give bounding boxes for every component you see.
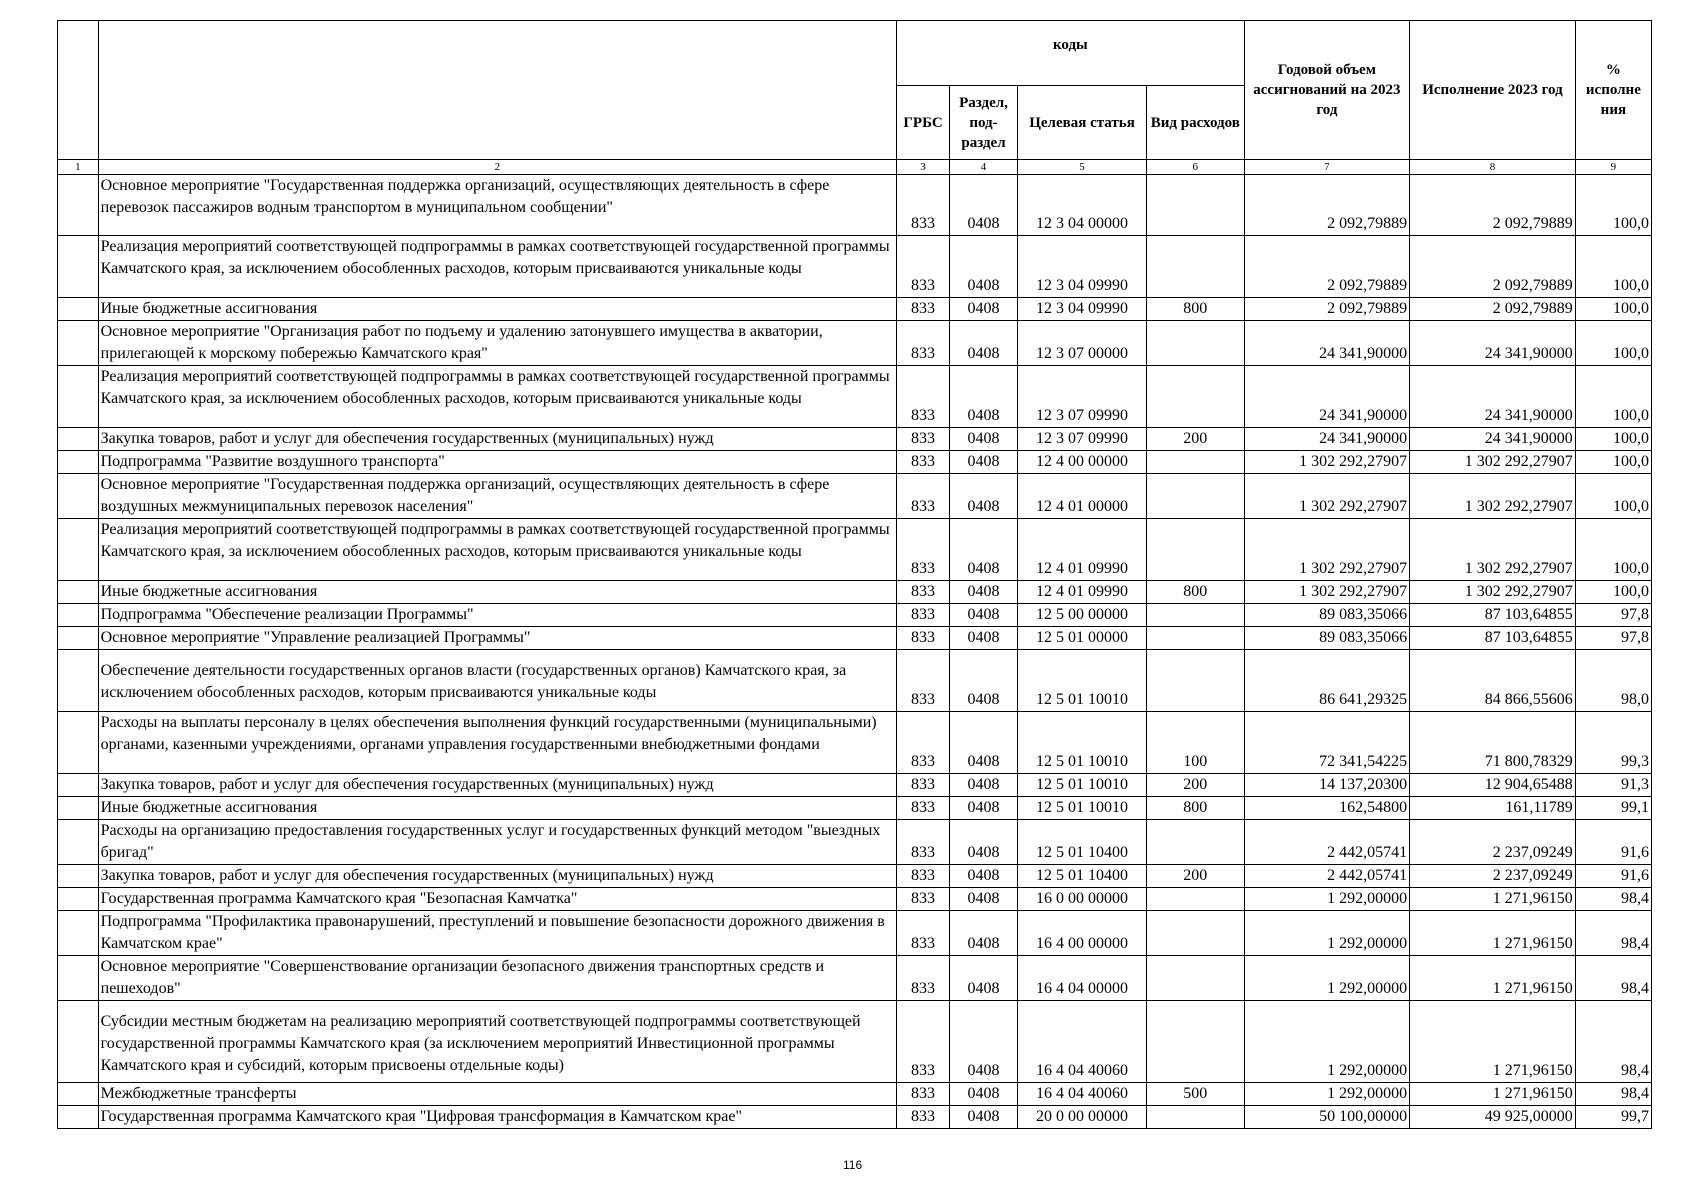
row-annual-volume: 1 302 292,27907 [1244, 581, 1410, 604]
row-execution: 1 302 292,27907 [1410, 519, 1576, 581]
row-execution: 2 092,79889 [1410, 236, 1576, 298]
row-percent: 98,4 [1575, 911, 1651, 956]
header-blank-1 [58, 21, 99, 160]
row-grbs: 833 [897, 366, 950, 428]
row-target-article: 12 5 01 10010 [1018, 774, 1147, 797]
row-blank-cell [58, 712, 99, 774]
row-execution: 1 302 292,27907 [1410, 451, 1576, 474]
row-annual-volume: 2 442,05741 [1244, 820, 1410, 865]
row-percent: 98,4 [1575, 888, 1651, 911]
row-execution: 24 341,90000 [1410, 366, 1576, 428]
row-expense-type [1147, 911, 1245, 956]
row-execution: 2 237,09249 [1410, 865, 1576, 888]
table-row [58, 1001, 1652, 1083]
col-number: 8 [1410, 160, 1576, 175]
row-expense-type: 800 [1147, 298, 1245, 321]
row-section: 0408 [949, 627, 1017, 650]
row-expense-type [1147, 366, 1245, 428]
row-blank-cell [58, 519, 99, 581]
row-percent: 99,7 [1575, 1106, 1651, 1129]
row-name: Основное мероприятие "Государственная поддержка организаций, осуществляющих деятельность в сфере воздушных межмуниципальных перевозок населения" [98, 474, 897, 519]
budget-table [57, 20, 1652, 1129]
row-section: 0408 [949, 175, 1017, 236]
row-name: Иные бюджетные ассигнования [98, 797, 897, 820]
row-grbs: 833 [897, 451, 950, 474]
table-row [58, 1083, 1652, 1106]
row-grbs: 833 [897, 321, 950, 366]
row-target-article: 12 4 01 09990 [1018, 519, 1147, 581]
row-name: Государственная программа Камчатского края "Безопасная Камчатка" [98, 888, 897, 911]
row-percent: 100,0 [1575, 366, 1651, 428]
row-section: 0408 [949, 956, 1017, 1001]
row-grbs: 833 [897, 1083, 950, 1106]
col-number: 9 [1575, 160, 1651, 175]
row-expense-type: 100 [1147, 712, 1245, 774]
row-grbs: 833 [897, 236, 950, 298]
row-expense-type [1147, 175, 1245, 236]
row-name: Основное мероприятие "Государственная поддержка организаций, осуществляющих деятельность в сфере перевозок пассажиров водным транспортом в муниципальном сообщении" [98, 175, 897, 236]
row-blank-cell [58, 298, 99, 321]
row-expense-type [1147, 1106, 1245, 1129]
row-section: 0408 [949, 474, 1017, 519]
row-target-article: 16 4 04 00000 [1018, 956, 1147, 1001]
row-blank-cell [58, 820, 99, 865]
row-expense-type [1147, 956, 1245, 1001]
row-grbs: 833 [897, 519, 950, 581]
row-grbs: 833 [897, 911, 950, 956]
header-blank-2 [98, 21, 897, 160]
row-execution: 24 341,90000 [1410, 321, 1576, 366]
row-target-article: 20 0 00 00000 [1018, 1106, 1147, 1129]
row-name: Расходы на выплаты персоналу в целях обеспечения выполнения функций государственными (муниципальными) органами, казенными учреждениями, органами управления государственными внебюджетными фондами [98, 712, 897, 774]
row-expense-type [1147, 236, 1245, 298]
table-row [58, 650, 1652, 712]
row-target-article: 12 3 07 09990 [1018, 366, 1147, 428]
row-expense-type [1147, 474, 1245, 519]
row-annual-volume: 1 292,00000 [1244, 956, 1410, 1001]
row-annual-volume: 2 092,79889 [1244, 175, 1410, 236]
row-name: Реализация мероприятий соответствующей подпрограммы в рамках соответствующей государственной программы Камчатского края, за исключением обособленных расходов, которым присваиваются уникальные коды [98, 519, 897, 581]
row-section: 0408 [949, 1106, 1017, 1129]
row-blank-cell [58, 774, 99, 797]
row-name: Основное мероприятие "Управление реализацией Программы" [98, 627, 897, 650]
row-target-article: 12 3 07 09990 [1018, 428, 1147, 451]
row-grbs: 833 [897, 175, 950, 236]
row-target-article: 12 5 01 10400 [1018, 820, 1147, 865]
row-blank-cell [58, 604, 99, 627]
row-percent: 100,0 [1575, 236, 1651, 298]
table-row [58, 865, 1652, 888]
row-blank-cell [58, 865, 99, 888]
row-name: Межбюджетные трансферты [98, 1083, 897, 1106]
row-blank-cell [58, 451, 99, 474]
row-name: Расходы на организацию предоставления государственных услуг и государственных функций методом "выездных бригад" [98, 820, 897, 865]
row-section: 0408 [949, 366, 1017, 428]
row-execution: 2 092,79889 [1410, 298, 1576, 321]
row-grbs: 833 [897, 820, 950, 865]
row-annual-volume: 1 302 292,27907 [1244, 474, 1410, 519]
row-name: Иные бюджетные ассигнования [98, 581, 897, 604]
row-expense-type [1147, 604, 1245, 627]
row-percent: 100,0 [1575, 175, 1651, 236]
row-target-article: 12 3 04 09990 [1018, 236, 1147, 298]
row-expense-type [1147, 519, 1245, 581]
col-number: 2 [98, 160, 897, 175]
row-annual-volume: 1 302 292,27907 [1244, 519, 1410, 581]
row-expense-type: 500 [1147, 1083, 1245, 1106]
row-name: Подпрограмма "Развитие воздушного транспорта" [98, 451, 897, 474]
row-section: 0408 [949, 321, 1017, 366]
row-grbs: 833 [897, 474, 950, 519]
row-expense-type [1147, 627, 1245, 650]
row-expense-type: 200 [1147, 774, 1245, 797]
row-annual-volume: 2 092,79889 [1244, 236, 1410, 298]
table-row [58, 581, 1652, 604]
header-annual-volume: Годовой объем ассигнований на 2023 год [1244, 21, 1410, 160]
row-execution: 1 271,96150 [1410, 1001, 1576, 1083]
row-blank-cell [58, 581, 99, 604]
row-section: 0408 [949, 865, 1017, 888]
row-grbs: 833 [897, 865, 950, 888]
row-target-article: 12 4 00 00000 [1018, 451, 1147, 474]
row-percent: 100,0 [1575, 321, 1651, 366]
row-expense-type [1147, 451, 1245, 474]
row-annual-volume: 1 292,00000 [1244, 1083, 1410, 1106]
table-row [58, 474, 1652, 519]
row-expense-type [1147, 1001, 1245, 1083]
row-blank-cell [58, 627, 99, 650]
row-blank-cell [58, 650, 99, 712]
header-grbs: ГРБС [897, 86, 950, 160]
row-section: 0408 [949, 911, 1017, 956]
row-blank-cell [58, 175, 99, 236]
row-grbs: 833 [897, 797, 950, 820]
row-section: 0408 [949, 1083, 1017, 1106]
row-section: 0408 [949, 519, 1017, 581]
row-expense-type: 200 [1147, 428, 1245, 451]
row-execution: 2 237,09249 [1410, 820, 1576, 865]
row-section: 0408 [949, 797, 1017, 820]
row-blank-cell [58, 321, 99, 366]
row-expense-type: 200 [1147, 865, 1245, 888]
row-target-article: 16 4 00 00000 [1018, 911, 1147, 956]
col-number: 4 [949, 160, 1017, 175]
row-blank-cell [58, 366, 99, 428]
row-grbs: 833 [897, 650, 950, 712]
table-row [58, 797, 1652, 820]
row-target-article: 16 4 04 40060 [1018, 1083, 1147, 1106]
table-row [58, 236, 1652, 298]
row-annual-volume: 24 341,90000 [1244, 428, 1410, 451]
row-section: 0408 [949, 451, 1017, 474]
table-row [58, 911, 1652, 956]
row-annual-volume: 86 641,29325 [1244, 650, 1410, 712]
row-grbs: 833 [897, 712, 950, 774]
row-target-article: 12 4 01 09990 [1018, 581, 1147, 604]
row-section: 0408 [949, 774, 1017, 797]
table-row [58, 451, 1652, 474]
row-percent: 91,6 [1575, 865, 1651, 888]
row-target-article: 12 3 07 00000 [1018, 321, 1147, 366]
row-target-article: 12 3 04 00000 [1018, 175, 1147, 236]
row-percent: 99,3 [1575, 712, 1651, 774]
row-annual-volume: 1 292,00000 [1244, 911, 1410, 956]
row-blank-cell [58, 1106, 99, 1129]
row-annual-volume: 24 341,90000 [1244, 321, 1410, 366]
row-blank-cell [58, 1001, 99, 1083]
row-name: Обеспечение деятельности государственных органов власти (государственных органов) Камчатского края, за исключением обособленных расходов, которым присваиваются уникальные коды [98, 650, 897, 712]
row-section: 0408 [949, 712, 1017, 774]
header-codes: коды [897, 21, 1244, 86]
row-annual-volume: 89 083,35066 [1244, 604, 1410, 627]
row-blank-cell [58, 236, 99, 298]
row-execution: 1 271,96150 [1410, 1083, 1576, 1106]
row-expense-type [1147, 820, 1245, 865]
row-annual-volume: 50 100,00000 [1244, 1106, 1410, 1129]
row-name: Закупка товаров, работ и услуг для обеспечения государственных (муниципальных) нужд [98, 774, 897, 797]
row-execution: 12 904,65488 [1410, 774, 1576, 797]
table-row [58, 298, 1652, 321]
row-execution: 84 866,55606 [1410, 650, 1576, 712]
row-expense-type [1147, 888, 1245, 911]
col-number: 6 [1147, 160, 1245, 175]
row-grbs: 833 [897, 627, 950, 650]
header-target-article: Целевая статья [1018, 86, 1147, 160]
row-execution: 71 800,78329 [1410, 712, 1576, 774]
row-target-article: 12 3 04 09990 [1018, 298, 1147, 321]
row-execution: 2 092,79889 [1410, 175, 1576, 236]
row-target-article: 16 4 04 40060 [1018, 1001, 1147, 1083]
col-number: 3 [897, 160, 950, 175]
page-number: 116 [843, 1158, 863, 1172]
table-row [58, 956, 1652, 1001]
row-blank-cell [58, 428, 99, 451]
row-target-article: 12 5 00 00000 [1018, 604, 1147, 627]
row-name: Основное мероприятие "Совершенствование организации безопасного движения транспортных средств и пешеходов" [98, 956, 897, 1001]
row-grbs: 833 [897, 298, 950, 321]
row-execution: 49 925,00000 [1410, 1106, 1576, 1129]
table-row [58, 820, 1652, 865]
table-row [58, 519, 1652, 581]
table-body [58, 175, 1652, 1129]
row-annual-volume: 14 137,20300 [1244, 774, 1410, 797]
row-annual-volume: 89 083,35066 [1244, 627, 1410, 650]
row-percent: 97,8 [1575, 627, 1651, 650]
row-name: Закупка товаров, работ и услуг для обеспечения государственных (муниципальных) нужд [98, 428, 897, 451]
row-percent: 100,0 [1575, 519, 1651, 581]
row-section: 0408 [949, 298, 1017, 321]
row-section: 0408 [949, 1001, 1017, 1083]
header-section: Раздел, под-раздел [949, 86, 1017, 160]
row-grbs: 833 [897, 956, 950, 1001]
row-execution: 1 302 292,27907 [1410, 474, 1576, 519]
table-row [58, 1106, 1652, 1129]
row-name: Государственная программа Камчатского края "Цифровая трансформация в Камчатском крае" [98, 1106, 897, 1129]
row-section: 0408 [949, 650, 1017, 712]
row-percent: 91,6 [1575, 820, 1651, 865]
row-blank-cell [58, 956, 99, 1001]
row-name: Основное мероприятие "Организация работ по подъему и удалению затонувшего имущества в акватории, прилегающей к морскому побережью Камчатского края" [98, 321, 897, 366]
row-name: Реализация мероприятий соответствующей подпрограммы в рамках соответствующей государственной программы Камчатского края, за исключением обособленных расходов, которым присваиваются уникальные коды [98, 236, 897, 298]
row-execution: 24 341,90000 [1410, 428, 1576, 451]
row-target-article: 12 5 01 10010 [1018, 712, 1147, 774]
table-row [58, 627, 1652, 650]
row-target-article: 12 4 01 00000 [1018, 474, 1147, 519]
row-annual-volume: 2 092,79889 [1244, 298, 1410, 321]
row-section: 0408 [949, 888, 1017, 911]
row-percent: 98,0 [1575, 650, 1651, 712]
row-percent: 100,0 [1575, 474, 1651, 519]
row-percent: 100,0 [1575, 298, 1651, 321]
table-row [58, 366, 1652, 428]
table-row [58, 712, 1652, 774]
row-name: Закупка товаров, работ и услуг для обеспечения государственных (муниципальных) нужд [98, 865, 897, 888]
row-grbs: 833 [897, 774, 950, 797]
row-grbs: 833 [897, 888, 950, 911]
row-grbs: 833 [897, 1001, 950, 1083]
row-section: 0408 [949, 604, 1017, 627]
header-expense-type: Вид расходов [1147, 86, 1245, 160]
row-blank-cell [58, 911, 99, 956]
row-percent: 98,4 [1575, 956, 1651, 1001]
row-percent: 99,1 [1575, 797, 1651, 820]
row-execution: 1 271,96150 [1410, 911, 1576, 956]
row-execution: 161,11789 [1410, 797, 1576, 820]
row-section: 0408 [949, 581, 1017, 604]
row-execution: 87 103,64855 [1410, 604, 1576, 627]
row-grbs: 833 [897, 604, 950, 627]
row-expense-type: 800 [1147, 797, 1245, 820]
row-annual-volume: 1 292,00000 [1244, 1001, 1410, 1083]
row-annual-volume: 2 442,05741 [1244, 865, 1410, 888]
header-execution: Исполнение 2023 год [1410, 21, 1576, 160]
row-expense-type: 800 [1147, 581, 1245, 604]
table-row [58, 774, 1652, 797]
row-target-article: 16 0 00 00000 [1018, 888, 1147, 911]
row-expense-type [1147, 650, 1245, 712]
row-percent: 91,3 [1575, 774, 1651, 797]
row-target-article: 12 5 01 10400 [1018, 865, 1147, 888]
row-annual-volume: 24 341,90000 [1244, 366, 1410, 428]
row-execution: 1 271,96150 [1410, 956, 1576, 1001]
row-percent: 97,8 [1575, 604, 1651, 627]
row-target-article: 12 5 01 00000 [1018, 627, 1147, 650]
column-numbers-row [58, 160, 1652, 175]
row-execution: 1 271,96150 [1410, 888, 1576, 911]
table-row [58, 428, 1652, 451]
row-expense-type [1147, 321, 1245, 366]
row-grbs: 833 [897, 1106, 950, 1129]
header-percent: % исполне ния [1575, 21, 1651, 160]
row-blank-cell [58, 1083, 99, 1106]
table-row [58, 175, 1652, 236]
row-name: Субсидии местным бюджетам на реализацию мероприятий соответствующей подпрограммы соответствующей государственной программы Камчатского края (за исключением мероприятий Инвестиционной программы Камчатского края и субсидий, которым присвоены отдельные коды) [98, 1001, 897, 1083]
row-section: 0408 [949, 820, 1017, 865]
row-name: Подпрограмма "Профилактика правонарушений, преступлений и повышение безопасности дорожного движения в Камчатском крае" [98, 911, 897, 956]
row-blank-cell [58, 474, 99, 519]
row-name: Подпрограмма "Обеспечение реализации Программы" [98, 604, 897, 627]
row-blank-cell [58, 797, 99, 820]
row-section: 0408 [949, 236, 1017, 298]
row-annual-volume: 162,54800 [1244, 797, 1410, 820]
row-percent: 98,4 [1575, 1001, 1651, 1083]
row-blank-cell [58, 888, 99, 911]
row-grbs: 833 [897, 428, 950, 451]
row-annual-volume: 1 302 292,27907 [1244, 451, 1410, 474]
row-grbs: 833 [897, 581, 950, 604]
row-percent: 98,4 [1575, 1083, 1651, 1106]
table-row [58, 321, 1652, 366]
col-number: 1 [58, 160, 99, 175]
row-name: Реализация мероприятий соответствующей подпрограммы в рамках соответствующей государственной программы Камчатского края, за исключением обособленных расходов, которым присваиваются уникальные коды [98, 366, 897, 428]
row-target-article: 12 5 01 10010 [1018, 650, 1147, 712]
row-percent: 100,0 [1575, 428, 1651, 451]
row-target-article: 12 5 01 10010 [1018, 797, 1147, 820]
row-section: 0408 [949, 428, 1017, 451]
row-percent: 100,0 [1575, 451, 1651, 474]
col-number: 5 [1018, 160, 1147, 175]
row-annual-volume: 1 292,00000 [1244, 888, 1410, 911]
table-row [58, 888, 1652, 911]
row-execution: 87 103,64855 [1410, 627, 1576, 650]
row-percent: 100,0 [1575, 581, 1651, 604]
row-annual-volume: 72 341,54225 [1244, 712, 1410, 774]
row-execution: 1 302 292,27907 [1410, 581, 1576, 604]
table-row [58, 604, 1652, 627]
col-number: 7 [1244, 160, 1410, 175]
row-name: Иные бюджетные ассигнования [98, 298, 897, 321]
